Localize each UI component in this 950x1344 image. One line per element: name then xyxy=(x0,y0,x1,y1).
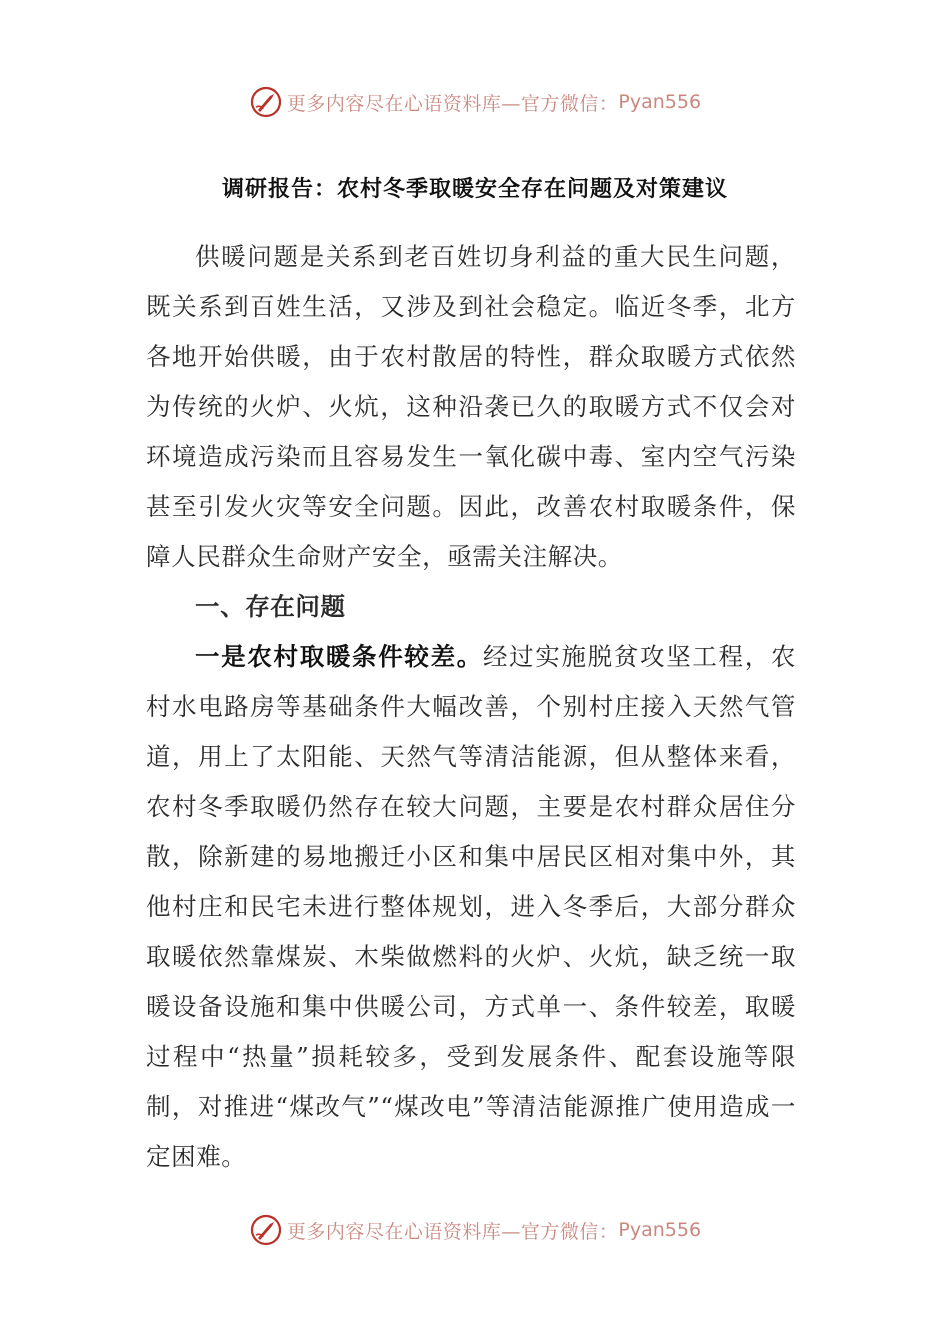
point-paragraph xyxy=(146,632,796,1182)
banner-text: 更多内容尽在心语资料库—官方微信： xyxy=(286,92,619,115)
banner-text: 更多内容尽在心语资料库—官方微信： xyxy=(286,1220,619,1243)
header-banner xyxy=(0,82,950,122)
section-heading: 一、存在问题 xyxy=(195,592,346,621)
document-title: 调研报告：农村冬季取暖安全存在问题及对策建议 xyxy=(221,177,728,202)
pen-nib-icon xyxy=(249,1213,283,1247)
point-lead: 一是农村取暖条件较差。 xyxy=(195,642,483,671)
intro-paragraph: 供暖问题是关系到老百姓切身利益的重大民生问题，既关系到百姓生活，又涉及到社会稳定。临近冬季，北方各地开始供暖，由于农村散居的特性，群众取暖方式依然为传统的火炉、火炕，这种沿袭已久的取暖方式不仅会对环境造成污染而且容易发生一氧化碳中毒、室内空气污染甚至引发火灾等安全问题。因此，改善农村取暖条件，保障人民群众生命财产安全，亟需关注解决。 xyxy=(146,242,796,571)
document-body xyxy=(146,232,796,1182)
wechat-id: Pyan556 xyxy=(618,91,702,113)
pen-nib-icon xyxy=(249,85,283,119)
point-body: 经过实施脱贫攻坚工程，农村水电路房等基础条件大幅改善，个别村庄接入天然气管道，用上了太阳能、天然气等清洁能源，但从整体来看，农村冬季取暖仍然存在较大问题，主要是农村群众居住分散，除新建的易地搬迁小区和集中居民区相对集中外，其他村庄和民宅未进行整体规划，进入冬季后，大部分群众取暖依然靠煤炭、木柴做燃料的火炉、火炕，缺乏统一取暖设备设施和集中供暖公司，方式单一、条件较差，取暖过程中“热量”损耗较多，受到发展条件、配套设施等限制，对推进“煤改气”“煤改电”等清洁能源推广使用造成一定困难。 xyxy=(146,642,796,1171)
footer-banner xyxy=(0,1210,950,1250)
wechat-id: Pyan556 xyxy=(618,1219,702,1241)
